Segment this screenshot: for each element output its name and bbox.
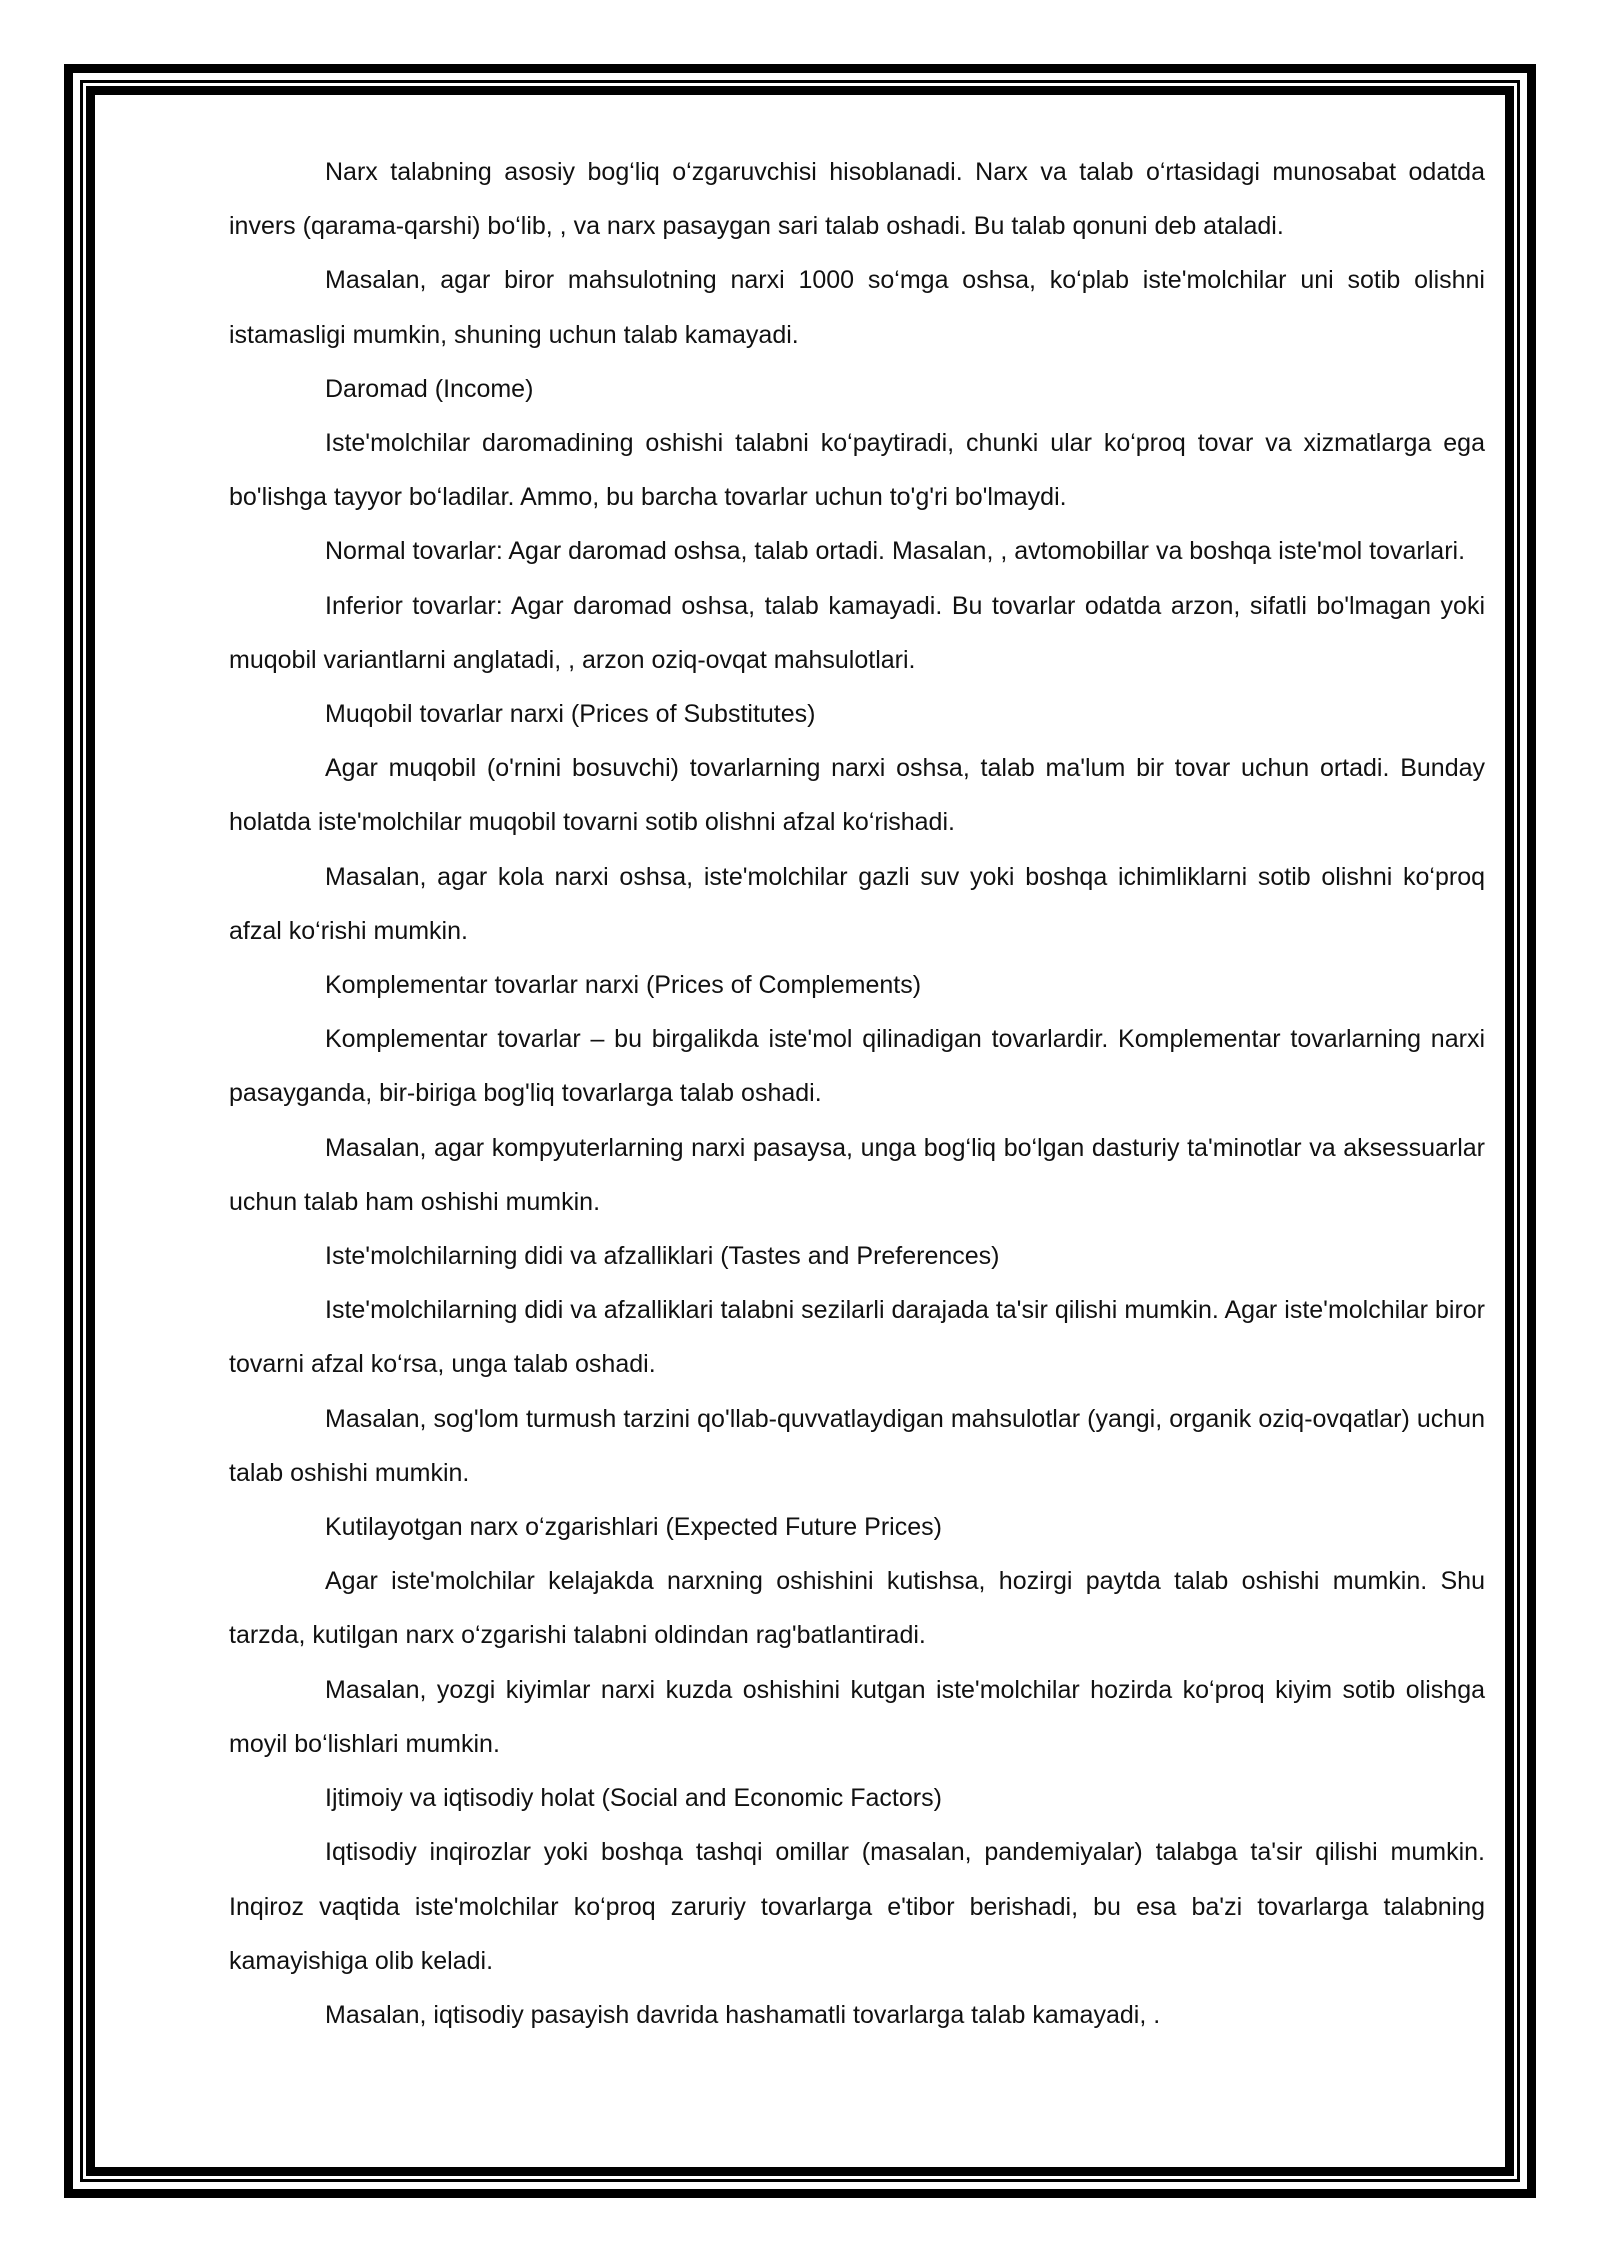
paragraph: Agar muqobil (o'rnini bosuvchi) tovarlarning narxi oshsa, talab ma'lum bir tovar uchun ortadi. Bunday holatda iste'molchilar muqobil tovarni sotib olishni afzal ko‘rishadi. <box>229 754 1485 837</box>
paragraph: Masalan, agar kompyuterlarning narxi pasaysa, unga bog‘liq bo‘lgan dasturiy ta'minotlar va aksessuarlar uchun talab ham oshishi mumkin. <box>229 1133 1485 1216</box>
section-heading: Daromad (Income) <box>325 374 534 403</box>
paragraph: Inferior tovarlar: Agar daromad oshsa, talab kamayadi. Bu tovarlar odatda arzon, sifatli bo'lmagan yoki muqobil variantlarni anglatadi, , arzon oziq-ovqat mahsulotlari. <box>229 591 1485 674</box>
paragraph: Masalan, agar biror mahsulotning narxi 1000 so‘mga oshsa, ko‘plab iste'molchilar uni sotib olishni istamasligi mumkin, shuning uchun talab kamayadi. <box>229 266 1485 349</box>
section-heading: Iste'molchilarning didi va afzalliklari (Tastes and Preferences) <box>325 1242 1000 1271</box>
paragraph: Masalan, agar kola narxi oshsa, iste'molchilar gazli suv yoki boshqa ichimliklarni sotib olishni ko‘proq afzal ko‘rishi mumkin. <box>229 862 1485 945</box>
paragraph: Narx talabning asosiy bog‘liq o‘zgaruvchisi hisoblanadi. Narx va talab o‘rtasidagi munosabat odatda invers (qarama-qarshi) bo‘lib, , va narx pasaygan sari talab oshadi. Bu talab qonuni deb ataladi. <box>229 158 1485 241</box>
paragraph: Komplementar tovarlar – bu birgalikda iste'mol qilinadigan tovarlardir. Komplementar tovarlarning narxi pasayganda, bir-biriga bog'liq tovarlarga talab oshadi. <box>229 1025 1485 1108</box>
paragraph: Masalan, iqtisodiy pasayish davrida hashamatli tovarlarga talab kamayadi, . <box>325 2000 1161 2029</box>
paragraph: Masalan, yozgi kiyimlar narxi kuzda oshishini kutgan iste'molchilar hozirda ko‘proq kiyim sotib olishga moyil bo‘lishlari mumkin. <box>229 1675 1485 1758</box>
section-heading: Muqobil tovarlar narxi (Prices of Substitutes) <box>325 700 816 729</box>
paragraph: Iste'molchilar daromadining oshishi talabni ko‘paytiradi, chunki ular ko‘proq tovar va xizmatlarga ega bo'lishga tayyor bo‘ladilar. Ammo, bu barcha tovarlar uchun to'g'ri bo'lmaydi. <box>229 429 1485 512</box>
paragraph: Masalan, sog'lom turmush tarzini qo'llab-quvvatlaydigan mahsulotlar (yangi, organik oziq-ovqatlar) uchun talab oshishi mumkin. <box>229 1404 1485 1487</box>
document-body <box>229 145 1485 2042</box>
paragraph: Iqtisodiy inqirozlar yoki boshqa tashqi omillar (masalan, pandemiyalar) talabga ta'sir qilishi mumkin. Inqiroz vaqtida iste'molchilar ko‘proq zaruriy tovarlarga e'tibor berishadi, bu esa ba'zi tovarlarga talabning kamayishiga olib keladi. <box>229 1838 1485 1975</box>
section-heading: Ijtimoiy va iqtisodiy holat (Social and Economic Factors) <box>325 1784 942 1813</box>
section-heading: Komplementar tovarlar narxi (Prices of Complements) <box>325 971 922 1000</box>
paragraph: Agar iste'molchilar kelajakda narxning oshishini kutishsa, hozirgi paytda talab oshishi mumkin. Shu tarzda, kutilgan narx o‘zgarishi talabni oldindan rag'batlantiradi. <box>229 1567 1485 1650</box>
paragraph: Normal tovarlar: Agar daromad oshsa, talab ortadi. Masalan, , avtomobillar va boshqa iste'mol tovarlari. <box>325 537 1466 566</box>
paragraph: Iste'molchilarning didi va afzalliklari talabni sezilarli darajada ta'sir qilishi mumkin. Agar iste'molchilar biror tovarni afzal ko‘rsa, unga talab oshadi. <box>229 1296 1485 1379</box>
section-heading: Kutilayotgan narx o‘zgarishlari (Expected Future Prices) <box>325 1513 942 1542</box>
